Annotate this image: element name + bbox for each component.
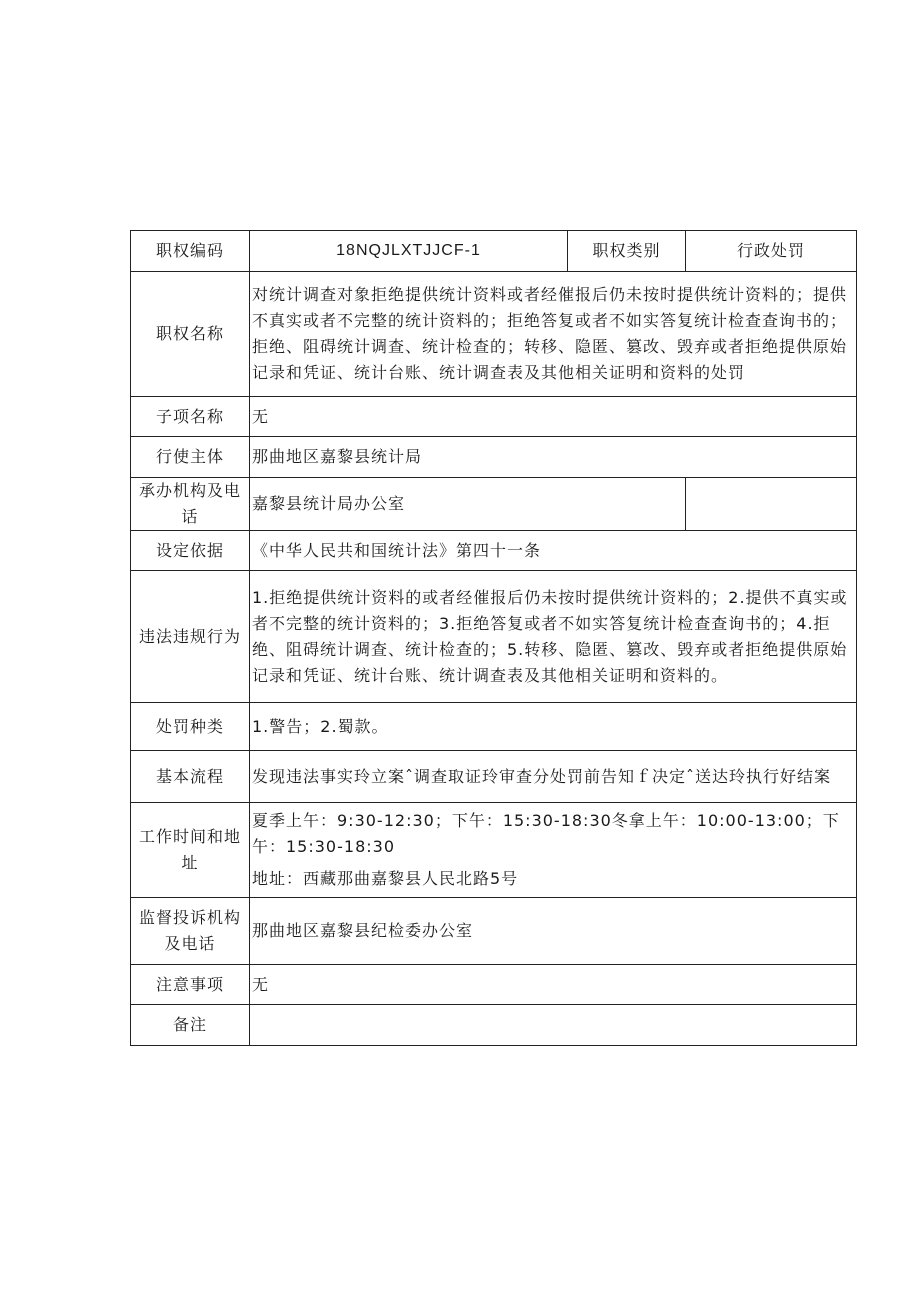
category-value: 行政处罚 (686, 231, 857, 272)
row-supervision (131, 898, 857, 965)
supervision-label: 监督投诉机构及电话 (131, 898, 250, 965)
supervision-value: 那曲地区嘉黎县纪检委办公室 (250, 898, 857, 965)
row-hours (131, 803, 857, 898)
row-notes (131, 965, 857, 1005)
row-code (131, 231, 857, 272)
row-remarks (131, 1005, 857, 1046)
office-phone (686, 478, 857, 531)
row-basis (131, 531, 857, 571)
row-violation (131, 571, 857, 703)
process-value: 发现违法事实玲立案ˆ调查取证玲审查分处罚前告知ｆ决定ˆ送达玲执行好结案 (250, 751, 857, 803)
notes-label: 注意事项 (131, 965, 250, 1005)
row-subitem (131, 397, 857, 437)
row-office (131, 478, 857, 531)
hours-label: 工作时间和地址 (131, 803, 250, 898)
penalty-value: 1.警告；2.蜀款。 (250, 703, 857, 751)
notes-value: 无 (250, 965, 857, 1005)
address-value: 地址：西藏那曲嘉黎县人民北路5号 (252, 869, 519, 888)
row-name (131, 272, 857, 397)
remarks-label: 备注 (131, 1005, 250, 1046)
code-value: 18NQJLXTJJCF-1 (250, 231, 568, 272)
subitem-value: 无 (250, 397, 857, 437)
row-process (131, 751, 857, 803)
row-subject (131, 437, 857, 478)
basis-label: 设定依据 (131, 531, 250, 571)
remarks-value (250, 1005, 857, 1046)
violation-value: 1.拒绝提供统计资料的或者经催报后仍未按时提供统计资料的；2.提供不真实或者不完整的统计资料的；3.拒绝答复或者不如实答复统计检查查询书的；4.拒绝、阻碍统计调查、统计检查的；5.转移、隐匿、篡改、毁弃或者拒绝提供原始记录和凭证、统计台账、统计调查表及其他相关证明和资料的。 (250, 571, 857, 703)
basis-value: 《中华人民共和国统计法》第四十一条 (250, 531, 857, 571)
hours-value: 夏季上午：9:30-12:30；下午：15:30-18:30冬拿上午：10:00-13:00；下午：15:30-18:30 (252, 811, 840, 856)
authority-form-table (130, 230, 857, 1046)
subject-label: 行使主体 (131, 437, 250, 478)
subject-value: 那曲地区嘉黎县统计局 (250, 437, 857, 478)
violation-label: 违法违规行为 (131, 571, 250, 703)
subitem-label: 子项名称 (131, 397, 250, 437)
code-label: 职权编码 (131, 231, 250, 272)
name-label: 职权名称 (131, 272, 250, 397)
category-label: 职权类别 (568, 231, 686, 272)
row-penalty (131, 703, 857, 751)
office-value: 嘉黎县统计局办公室 (250, 478, 686, 531)
process-label: 基本流程 (131, 751, 250, 803)
name-value: 对统计调查对象拒绝提供统计资料或者经催报后仍未按时提供统计资料的；提供不真实或者不完整的统计资料的；拒绝答复或者不如实答复统计检查查询书的；拒绝、阻碍统计调查、统计检查的；转移、隐匿、篡改、毁弃或者拒绝提供原始记录和凭证、统计台账、统计调查表及其他相关证明和资料的处罚 (250, 272, 857, 397)
office-label: 承办机构及电话 (131, 478, 250, 531)
hours-cell (250, 803, 857, 898)
penalty-label: 处罚种类 (131, 703, 250, 751)
